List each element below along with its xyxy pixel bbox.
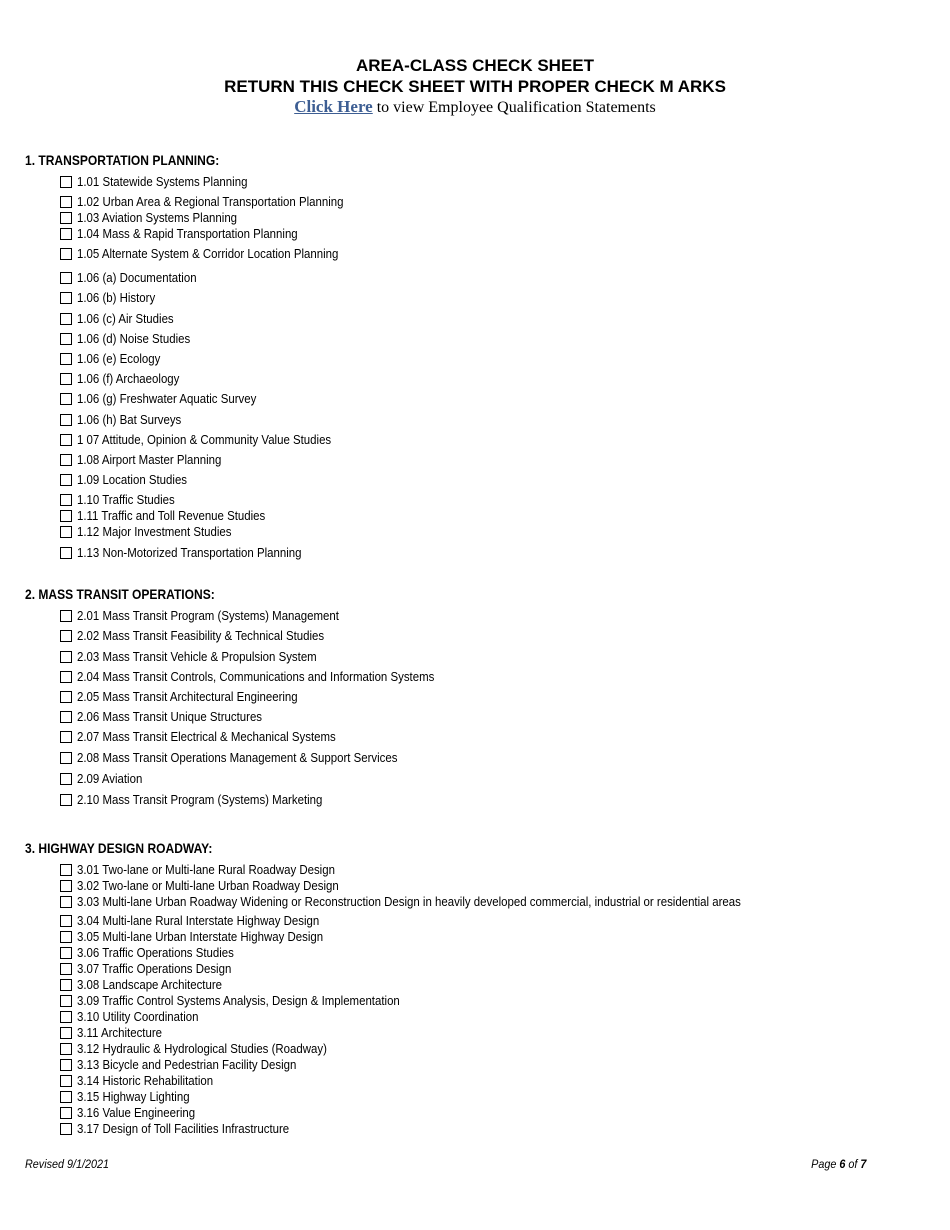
checklist-item-label: 1.06 (e) Ecology bbox=[77, 351, 161, 366]
checkbox[interactable] bbox=[60, 494, 72, 506]
checklist-item-label: 1.02 Urban Area & Regional Transportation Planning bbox=[77, 194, 344, 209]
checklist-item-label: 1.11 Traffic and Toll Revenue Studies bbox=[77, 508, 266, 523]
checklist-item-label: 3.01 Two-lane or Multi-lane Rural Roadway Design bbox=[77, 862, 335, 877]
checkbox[interactable] bbox=[60, 393, 72, 405]
checklist-item[interactable] bbox=[60, 771, 151, 786]
header-title: AREA-CLASS CHECK SHEET bbox=[355, 56, 595, 75]
checklist-item-label: 1.10 Traffic Studies bbox=[77, 492, 175, 507]
checkbox[interactable] bbox=[60, 248, 72, 260]
checklist-item-label: 3.08 Landscape Architecture bbox=[77, 977, 223, 992]
checklist-item[interactable] bbox=[60, 545, 332, 560]
checklist-item[interactable] bbox=[60, 993, 444, 1008]
page-number bbox=[811, 1157, 866, 1171]
checklist-item[interactable] bbox=[60, 894, 831, 909]
checklist-item[interactable] bbox=[60, 913, 352, 928]
page-of: of bbox=[844, 1157, 860, 1171]
header-subtitle: RETURN THIS CHECK SHEET WITH PROPER CHECK M ARKS bbox=[224, 77, 726, 96]
checklist-item[interactable] bbox=[60, 961, 252, 976]
checkbox[interactable] bbox=[60, 176, 72, 188]
checkbox[interactable] bbox=[60, 353, 72, 365]
checklist-item-label: 1 07 Attitude, Opinion & Community Value Studies bbox=[77, 432, 332, 447]
checkbox[interactable] bbox=[60, 272, 72, 284]
header-link-line bbox=[0, 97, 950, 117]
checklist-item[interactable] bbox=[60, 371, 193, 386]
checklist-item[interactable] bbox=[60, 174, 271, 189]
checklist-item-label: 3.03 Multi-lane Urban Roadway Widening or Reconstruction Design in heavily developed commercial, industrial or residential areas bbox=[77, 894, 741, 909]
checklist-item-label: 1.01 Statewide Systems Planning bbox=[77, 174, 248, 189]
checkbox[interactable] bbox=[60, 196, 72, 208]
checklist-item[interactable] bbox=[60, 1057, 326, 1072]
checklist-item[interactable] bbox=[60, 628, 358, 643]
checkbox[interactable] bbox=[60, 1075, 72, 1087]
header-link-suffix: to view Employee Qualification Statements bbox=[372, 99, 656, 116]
checkbox[interactable] bbox=[60, 731, 72, 743]
checkbox[interactable] bbox=[60, 896, 72, 908]
checklist-item[interactable] bbox=[60, 1041, 361, 1056]
checklist-item[interactable] bbox=[60, 945, 255, 960]
checklist-item-label: 3.16 Value Engineering bbox=[77, 1105, 196, 1120]
checkbox[interactable] bbox=[60, 333, 72, 345]
checkbox[interactable] bbox=[60, 526, 72, 538]
checkbox[interactable] bbox=[60, 711, 72, 723]
checklist-item[interactable] bbox=[60, 452, 241, 467]
checklist-item-label: 1.06 (d) Noise Studies bbox=[77, 331, 191, 346]
checklist-item[interactable] bbox=[60, 689, 328, 704]
checkbox[interactable] bbox=[60, 610, 72, 622]
checklist-item[interactable] bbox=[60, 508, 291, 523]
checkbox[interactable] bbox=[60, 313, 72, 325]
checklist-item-label: 1.06 (c) Air Studies bbox=[77, 311, 174, 326]
checkbox[interactable] bbox=[60, 630, 72, 642]
checklist-item[interactable] bbox=[60, 311, 187, 326]
checklist-item[interactable] bbox=[60, 878, 374, 893]
checklist-item[interactable] bbox=[60, 194, 380, 209]
checklist-item-label: 3.14 Historic Rehabilitation bbox=[77, 1073, 214, 1088]
checkbox[interactable] bbox=[60, 1107, 72, 1119]
checklist-item-label: 1.06 (f) Archaeology bbox=[77, 371, 180, 386]
checklist-item-label: 1.09 Location Studies bbox=[77, 472, 188, 487]
checkbox[interactable] bbox=[60, 474, 72, 486]
checkbox[interactable] bbox=[60, 880, 72, 892]
checkbox[interactable] bbox=[60, 510, 72, 522]
checkbox[interactable] bbox=[60, 414, 72, 426]
page-current: 6 bbox=[838, 1157, 845, 1171]
checklist-item-label: 2.06 Mass Transit Unique Structures bbox=[77, 709, 263, 724]
checkbox[interactable] bbox=[60, 995, 72, 1007]
checklist-item-label: 1.06 (h) Bat Surveys bbox=[77, 412, 182, 427]
checklist-item-label: 1.08 Airport Master Planning bbox=[77, 452, 222, 467]
checklist-item[interactable] bbox=[60, 750, 441, 765]
checkbox[interactable] bbox=[60, 547, 72, 559]
checklist-item-label: 3.17 Design of Toll Facilities Infrastructure bbox=[77, 1121, 290, 1136]
checkbox[interactable] bbox=[60, 434, 72, 446]
checklist-item[interactable] bbox=[60, 1121, 318, 1136]
checklist-item-label: 3.12 Hydraulic & Hydrological Studies (Roadway) bbox=[77, 1041, 327, 1056]
checkbox[interactable] bbox=[60, 454, 72, 466]
checklist-item[interactable] bbox=[60, 210, 259, 225]
revised-date: Revised 9/1/2021 bbox=[25, 1157, 110, 1171]
checkbox[interactable] bbox=[60, 212, 72, 224]
checklist-item[interactable] bbox=[60, 608, 375, 623]
checkbox[interactable] bbox=[60, 864, 72, 876]
checkbox[interactable] bbox=[60, 1091, 72, 1103]
checkbox[interactable] bbox=[60, 292, 72, 304]
checklist-item[interactable] bbox=[60, 226, 328, 241]
checklist-item-label: 1.12 Major Investment Studies bbox=[77, 524, 232, 539]
checklist-item[interactable] bbox=[60, 391, 281, 406]
checklist-item[interactable] bbox=[60, 246, 374, 261]
checklist-item[interactable] bbox=[60, 929, 357, 944]
checklist-item[interactable] bbox=[60, 1089, 205, 1104]
checkbox[interactable] bbox=[60, 1043, 72, 1055]
checklist-item[interactable] bbox=[60, 669, 483, 684]
checklist-item[interactable] bbox=[60, 524, 253, 539]
checkbox[interactable] bbox=[60, 651, 72, 663]
checklist-item-label: 3.11 Architecture bbox=[77, 1025, 163, 1040]
checklist-item-label: 1.13 Non-Motorized Transportation Planning bbox=[77, 545, 302, 560]
checklist-item[interactable] bbox=[60, 472, 202, 487]
checklist-item-label: 3.07 Traffic Operations Design bbox=[77, 961, 232, 976]
checklist-item-label: 3.13 Bicycle and Pedestrian Facility Design bbox=[77, 1057, 297, 1072]
checklist-item[interactable] bbox=[60, 729, 371, 744]
page-prefix: Page bbox=[810, 1157, 839, 1171]
checkbox[interactable] bbox=[60, 931, 72, 943]
checkbox[interactable] bbox=[60, 671, 72, 683]
checklist-item-label: 3.02 Two-lane or Multi-lane Urban Roadway Design bbox=[77, 878, 339, 893]
checklist-item[interactable] bbox=[60, 412, 196, 427]
checklist-item-label: 1.03 Aviation Systems Planning bbox=[77, 210, 238, 225]
checkbox[interactable] bbox=[60, 691, 72, 703]
checklist-item[interactable] bbox=[60, 492, 188, 507]
checklist-item[interactable] bbox=[60, 290, 166, 305]
checklist-item[interactable] bbox=[60, 977, 242, 992]
checkbox[interactable] bbox=[60, 1059, 72, 1071]
checklist-item-label: 2.01 Mass Transit Program (Systems) Management bbox=[77, 608, 339, 623]
checkbox[interactable] bbox=[60, 915, 72, 927]
checklist-item-label: 1.04 Mass & Rapid Transportation Planning bbox=[77, 226, 298, 241]
checklist-item-label: 3.09 Traffic Control Systems Analysis, Design & Implementation bbox=[77, 993, 400, 1008]
checklist-item-label: 2.07 Mass Transit Electrical & Mechanical Systems bbox=[77, 729, 336, 744]
checklist-item-label: 2.09 Aviation bbox=[77, 771, 143, 786]
checklist-item-label: 3.05 Multi-lane Urban Interstate Highway Design bbox=[77, 929, 324, 944]
checklist-item-label: 3.06 Traffic Operations Studies bbox=[77, 945, 234, 960]
checklist-item[interactable] bbox=[60, 792, 356, 807]
checklist-item[interactable] bbox=[60, 432, 366, 447]
checklist-item[interactable] bbox=[60, 649, 349, 664]
checklist-item[interactable] bbox=[60, 351, 172, 366]
checklist-item-label: 2.05 Mass Transit Architectural Engineering bbox=[77, 689, 298, 704]
checkbox[interactable] bbox=[60, 228, 72, 240]
section-3-title: 3. HIGHWAY DESIGN ROADWAY: bbox=[25, 840, 213, 856]
checkbox[interactable] bbox=[60, 773, 72, 785]
checklist-item[interactable] bbox=[60, 1073, 232, 1088]
checklist-item-label: 2.04 Mass Transit Controls, Communications and Information Systems bbox=[77, 669, 435, 684]
section-2-title: 2. MASS TRANSIT OPERATIONS: bbox=[25, 586, 215, 602]
click-here-link[interactable]: Click Here bbox=[294, 97, 373, 116]
checkbox[interactable] bbox=[60, 947, 72, 959]
section-1-title: 1. TRANSPORTATION PLANNING: bbox=[25, 152, 220, 168]
checklist-item-label: 3.10 Utility Coordination bbox=[77, 1009, 199, 1024]
checklist-item-label: 1.06 (b) History bbox=[77, 290, 156, 305]
checklist-item[interactable] bbox=[60, 1105, 211, 1120]
checklist-item[interactable] bbox=[60, 862, 370, 877]
checklist-item-label: 1.06 (g) Freshwater Aquatic Survey bbox=[77, 391, 257, 406]
checklist-item[interactable] bbox=[60, 331, 206, 346]
page-total: 7 bbox=[859, 1157, 866, 1171]
checkbox[interactable] bbox=[60, 1027, 72, 1039]
checklist-item-label: 1.06 (a) Documentation bbox=[77, 270, 197, 285]
checklist-item-label: 2.03 Mass Transit Vehicle & Propulsion System bbox=[77, 649, 317, 664]
checklist-item[interactable] bbox=[60, 1009, 215, 1024]
checklist-item-label: 3.04 Multi-lane Rural Interstate Highway Design bbox=[77, 913, 320, 928]
checkbox[interactable] bbox=[60, 1123, 72, 1135]
checklist-item-label: 2.10 Mass Transit Program (Systems) Marketing bbox=[77, 792, 323, 807]
checkbox[interactable] bbox=[60, 752, 72, 764]
checklist-item-label: 2.02 Mass Transit Feasibility & Technical Studies bbox=[77, 628, 325, 643]
checkbox[interactable] bbox=[60, 373, 72, 385]
checklist-item-label: 2.08 Mass Transit Operations Management & Support Services bbox=[77, 750, 398, 765]
checklist-item-label: 1.05 Alternate System & Corridor Location Planning bbox=[77, 246, 339, 261]
checklist-item[interactable] bbox=[60, 1025, 174, 1040]
checkbox[interactable] bbox=[60, 963, 72, 975]
checklist-item[interactable] bbox=[60, 709, 287, 724]
checkbox[interactable] bbox=[60, 979, 72, 991]
checklist-item[interactable] bbox=[60, 270, 213, 285]
checklist-item-label: 3.15 Highway Lighting bbox=[77, 1089, 190, 1104]
checkbox[interactable] bbox=[60, 1011, 72, 1023]
checkbox[interactable] bbox=[60, 794, 72, 806]
